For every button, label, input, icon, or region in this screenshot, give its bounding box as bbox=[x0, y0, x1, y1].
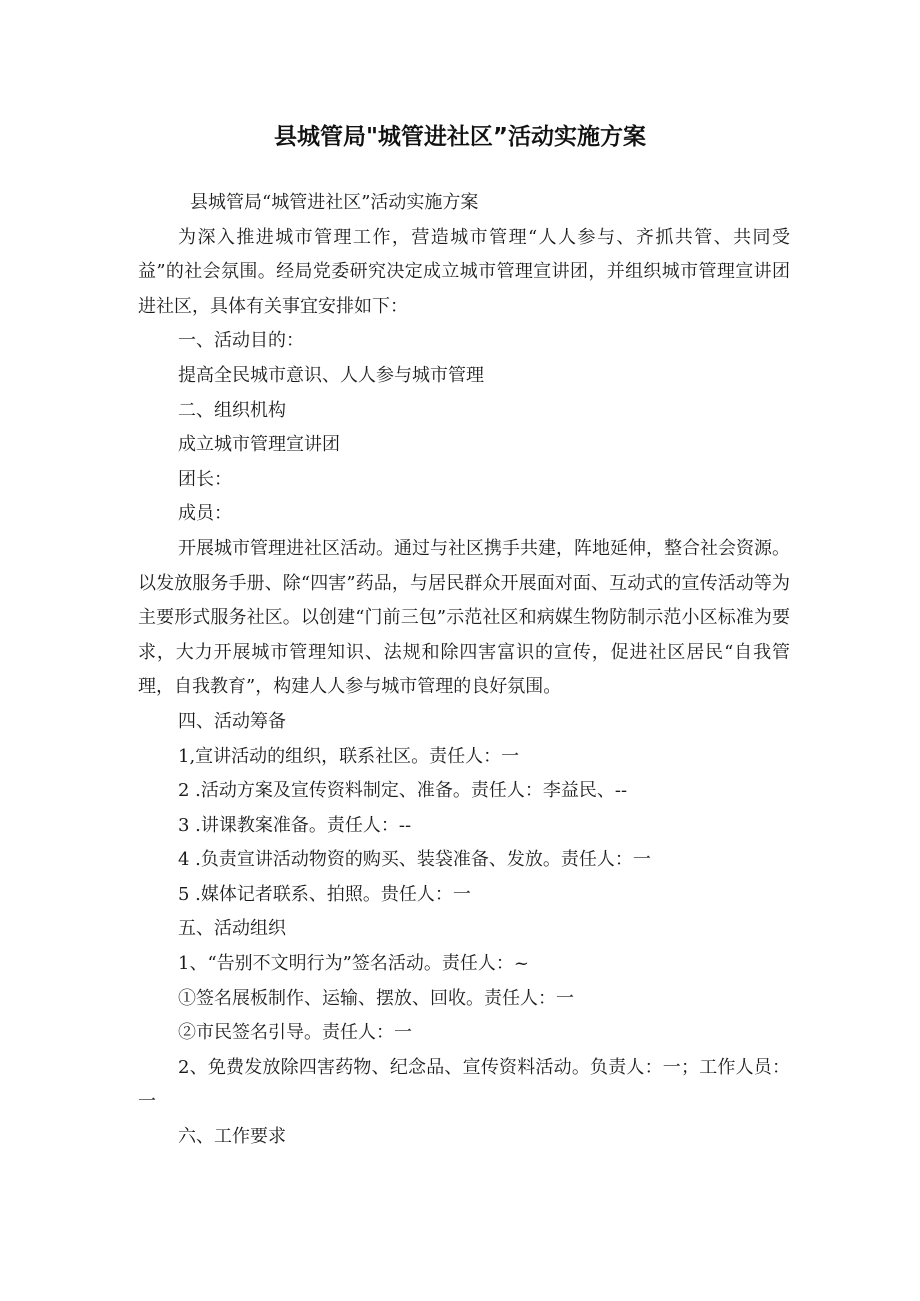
activity-item-2: 2、免费发放除四害药物、纪念品、宣传资料活动。负责人：一；工作人员：一 bbox=[138, 1056, 790, 1113]
organization-text: 成立城市管理宣讲团 bbox=[178, 434, 340, 456]
activity-subitem-2: ②市民签名引导。责任人：一 bbox=[178, 1022, 412, 1044]
intro-paragraph: 为深入推进城市管理工作，营造城市管理“人人参与、齐抓共管、共同受益”的社会氛围。经局党委研究决定成立城市管理宣讲团，并组织城市管理宣讲团进社区，具体有关事宜安排如下： bbox=[138, 226, 790, 317]
preparation-item-4: 4 .负责宣讲活动物资的购买、装袋准备、发放。责任人：一 bbox=[178, 849, 651, 871]
members-line: 成员： bbox=[178, 503, 232, 525]
preparation-item-3: 3 .讲课教案准备。责任人：-- bbox=[178, 814, 412, 836]
leader-line: 团长： bbox=[178, 468, 232, 490]
purpose-text: 提高全民城市意识、人人参与城市管理 bbox=[178, 364, 484, 386]
preparation-item-2: 2 .活动方案及宣传资料制定、准备。责任人：李益民、-- bbox=[178, 780, 628, 802]
section-heading-preparation: 四、活动筹备 bbox=[178, 710, 286, 732]
document-title: 县城管局"城管进社区”活动实施方案 bbox=[273, 124, 647, 150]
activity-description-paragraph: 开展城市管理进社区活动。通过与社区携手共建，阵地延伸，整合社会资源。以发放服务手册、除“四害”药品，与居民群众开展面对面、互动式的宣传活动等为主要形式服务社区。以创建“门前三包”示范社区和病媒生物防制示范小区标准为要求，大力开展城市管理知识、法规和除四害富识的宣传，促进社区居民“自我管理，自我教育”，构建人人参与城市管理的良好氛围。 bbox=[138, 537, 790, 698]
activity-item-1: 1、“告别不文明行为”签名活动。责任人：~ bbox=[178, 953, 529, 975]
preparation-item-1: 1,宣讲活动的组织，联系社区。责任人：一 bbox=[178, 745, 520, 767]
activity-subitem-1: ①签名展板制作、运输、摆放、回收。责任人：一 bbox=[178, 987, 574, 1009]
section-heading-purpose: 一、活动目的： bbox=[178, 330, 304, 352]
section-heading-requirements: 六、工作要求 bbox=[178, 1126, 286, 1148]
document-body bbox=[138, 186, 790, 1155]
section-heading-organization-activity: 五、活动组织 bbox=[178, 918, 286, 940]
preparation-item-5: 5 .媒体记者联系、拍照。贵任人：一 bbox=[178, 883, 471, 905]
subtitle-paragraph: 县城管局“城管进社区”活动实施方案 bbox=[190, 192, 479, 213]
section-heading-organization: 二、组织机构 bbox=[178, 399, 286, 421]
